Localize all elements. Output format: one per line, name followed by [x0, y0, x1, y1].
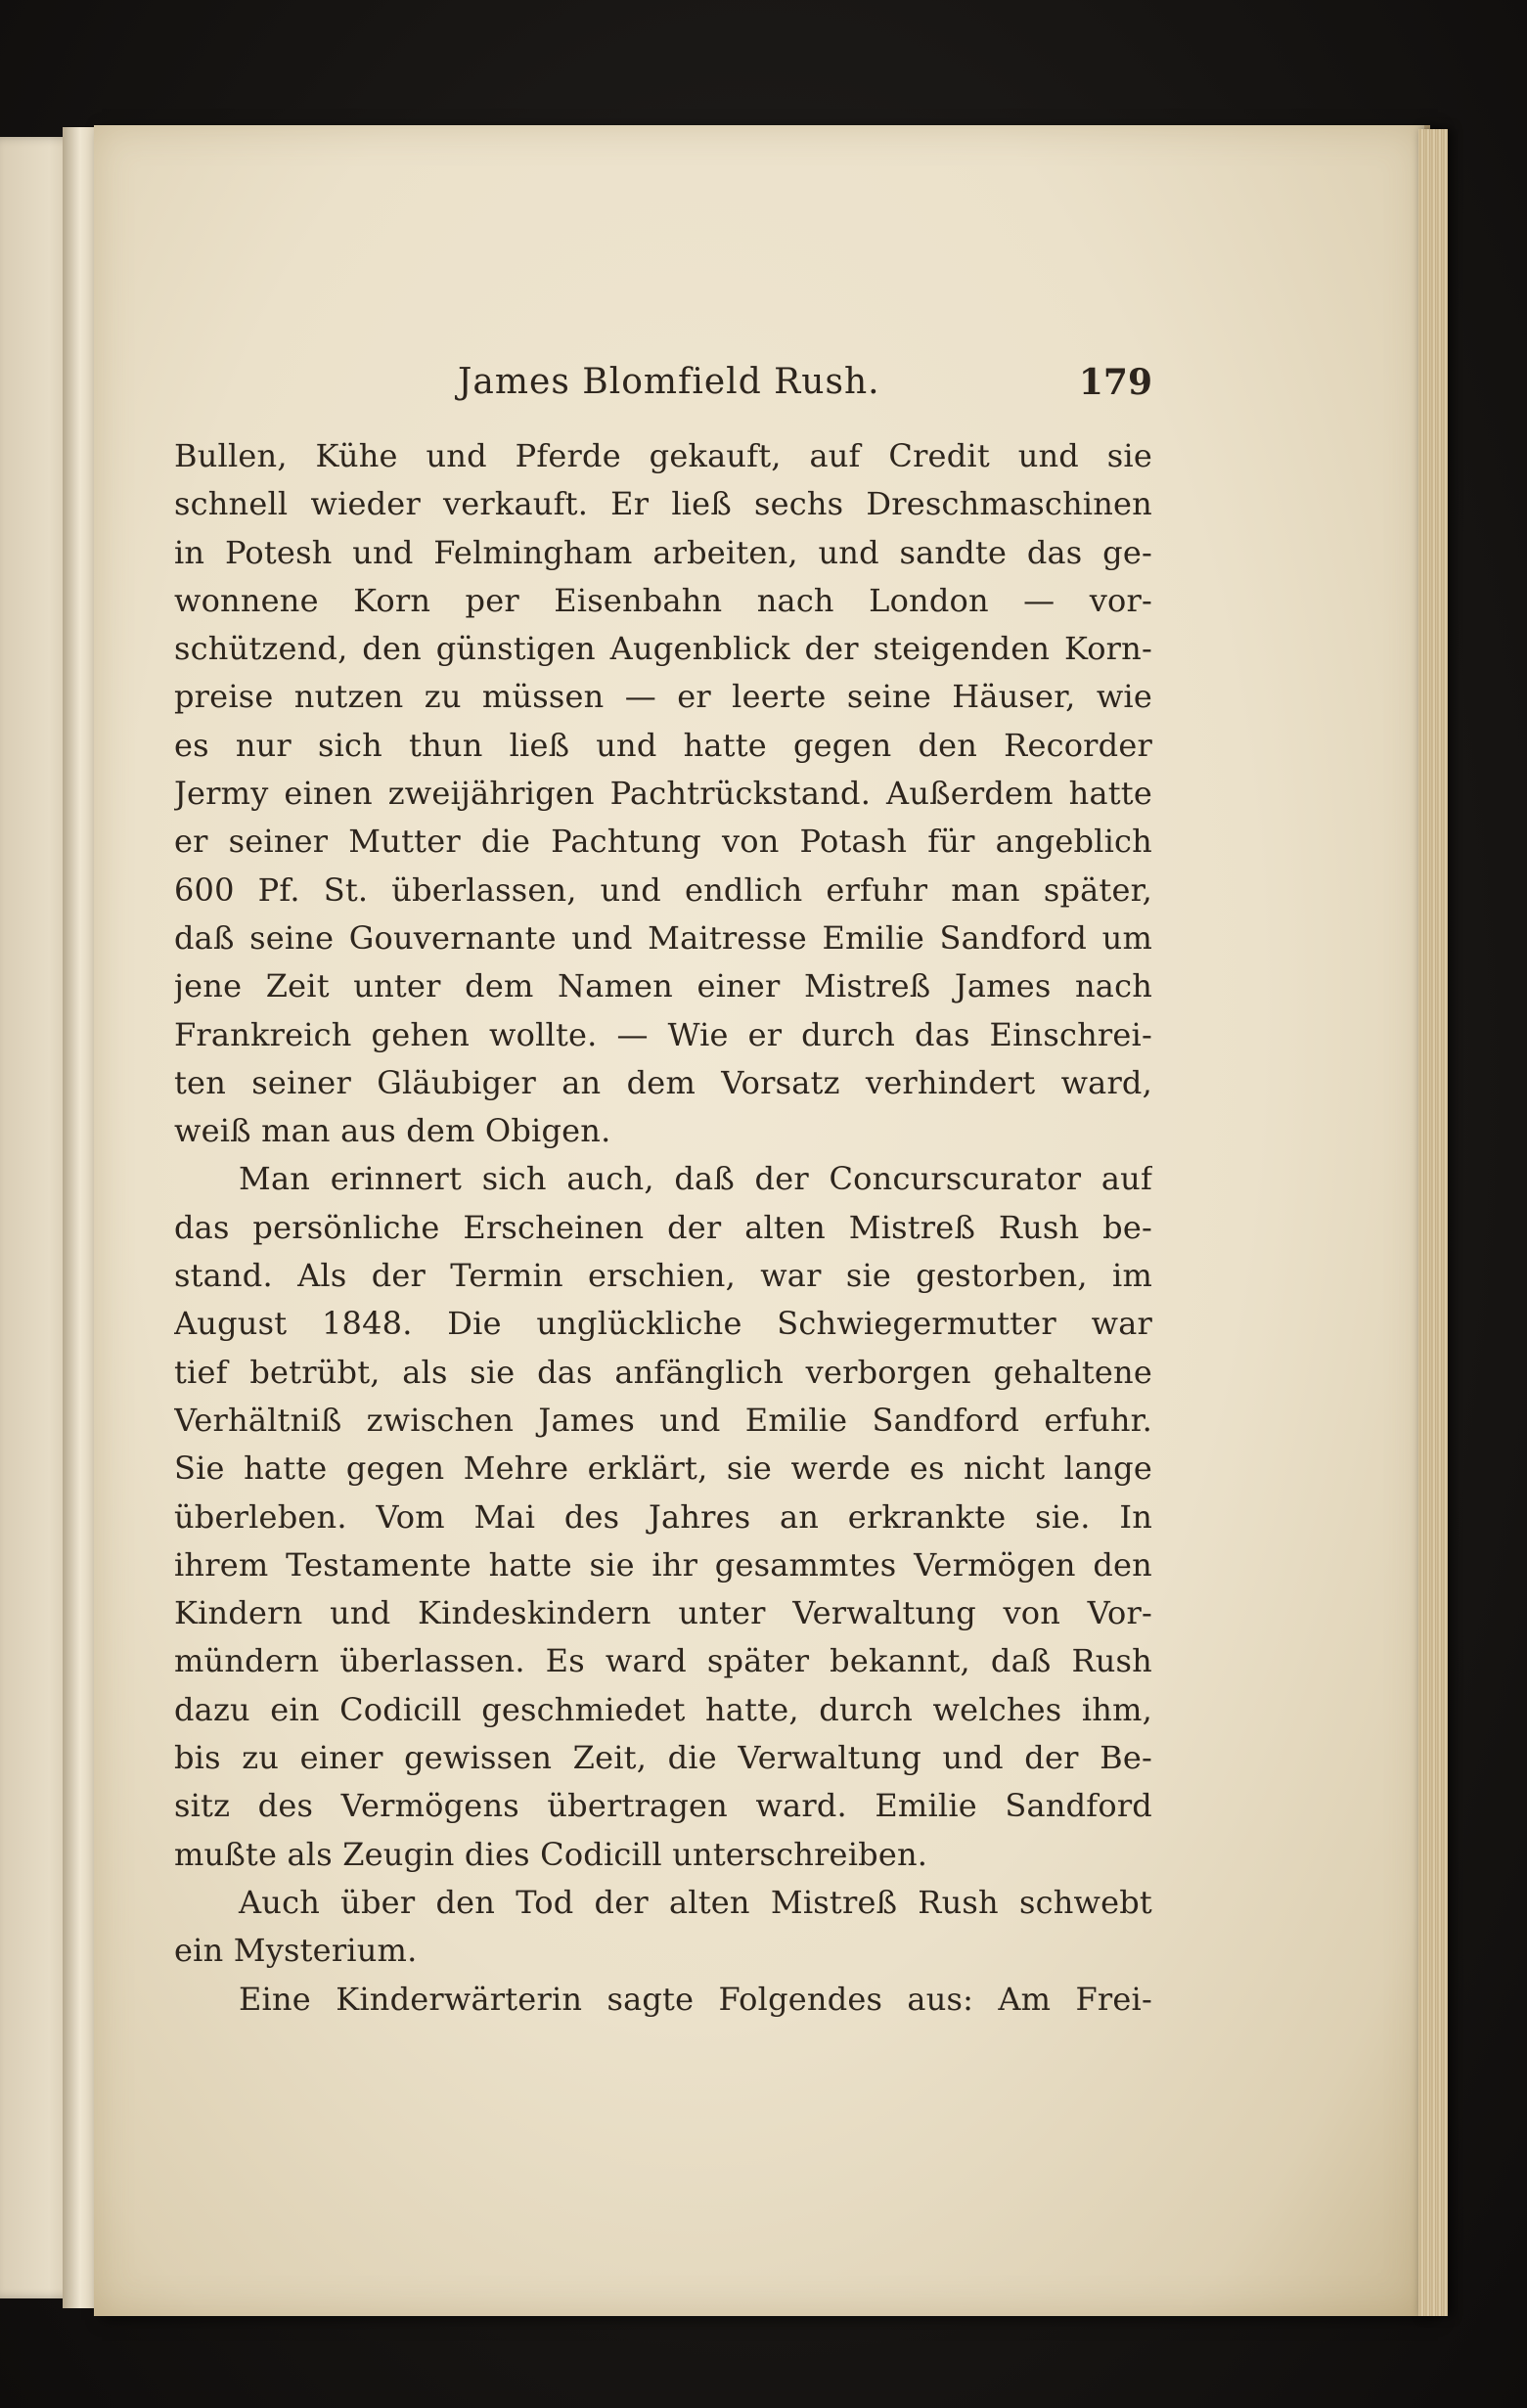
text-line: Verhältniß zwischen James und Emilie Sandford erfuhr.: [174, 1401, 1152, 1439]
text-line: Kindern und Kindeskindern unter Verwaltung von Vor-: [174, 1594, 1152, 1632]
page-text: [174, 362, 1152, 2024]
text-line: daß seine Gouvernante und Maitresse Emilie Sandford um: [174, 918, 1152, 957]
text-line: sitz des Vermögens übertragen ward. Emilie Sandford: [174, 1787, 1152, 1825]
text-line: Jermy einen zweijährigen Pachtrückstand. Außerdem hatte: [174, 775, 1152, 813]
text-line: Auch über den Tod der alten Mistreß Rush schwebt: [239, 1883, 1152, 1921]
text-line: August 1848. Die unglückliche Schwiegermutter war: [174, 1305, 1152, 1343]
text-line: preise nutzen zu müssen — er leerte seine Häuser, wie: [174, 678, 1152, 716]
text-line: stand. Als der Termin erschien, war sie gestorben, im: [174, 1257, 1152, 1295]
text-line: tief betrübt, als sie das anfänglich verborgen gehaltene: [174, 1353, 1152, 1391]
text-line: schützend, den günstigen Augenblick der steigenden Korn-: [174, 630, 1152, 668]
running-header: [174, 362, 1152, 423]
text-line: er seiner Mutter die Pachtung von Potash für angeblich: [174, 823, 1152, 861]
page-number: 179: [1078, 362, 1152, 403]
running-title: James Blomfield Rush.: [458, 362, 880, 402]
text-line: mündern überlassen. Es ward später bekannt, daß Rush: [174, 1642, 1152, 1680]
text-line: es nur sich thun ließ und hatte gegen den Recorder: [174, 726, 1152, 764]
text-line: schnell wieder verkauft. Er ließ sechs Dreschmaschinen: [174, 485, 1152, 523]
text-line: Sie hatte gegen Mehre erklärt, sie werde es nicht lange: [174, 1449, 1152, 1488]
text-line: ein Mysterium.: [174, 1932, 418, 1970]
text-line: überleben. Vom Mai des Jahres an erkrankte sie. In: [174, 1497, 1152, 1536]
text-line: wonnene Korn per Eisenbahn nach London — vor-: [174, 581, 1152, 619]
text-line: Bullen, Kühe und Pferde gekauft, auf Credit und sie: [174, 437, 1152, 474]
text-line: in Potesh und Felmingham arbeiten, und sandte das ge-: [174, 533, 1152, 571]
text-line: dazu ein Codicill geschmiedet hatte, durch welches ihm,: [174, 1690, 1152, 1728]
text-line: ihrem Testamente hatte sie ihr gesammtes Vermögen den: [174, 1545, 1152, 1583]
text-line: das persönliche Erscheinen der alten Mistreß Rush be-: [174, 1208, 1152, 1246]
text-line: ten seiner Gläubiger an dem Vorsatz verhindert ward,: [174, 1063, 1152, 1101]
text-line: bis zu einer gewissen Zeit, die Verwaltung und der Be-: [174, 1739, 1152, 1777]
text-line: jene Zeit unter dem Namen einer Mistreß James nach: [174, 967, 1152, 1005]
page-block-edge: [1418, 129, 1448, 2316]
text-line: weiß man aus dem Obigen.: [174, 1112, 611, 1150]
text-line: Frankreich gehen wollte. — Wie er durch das Einschrei-: [174, 1015, 1152, 1053]
text-line: Eine Kinderwärterin sagte Folgendes aus: Am Frei-: [239, 1980, 1152, 2018]
text-line: mußte als Zeugin dies Codicill unterschreiben.: [174, 1835, 928, 1873]
text-line: Man erinnert sich auch, daß der Concurscurator auf: [239, 1160, 1152, 1198]
text-line: 600 Pf. St. überlassen, und endlich erfuhr man später,: [174, 870, 1152, 909]
